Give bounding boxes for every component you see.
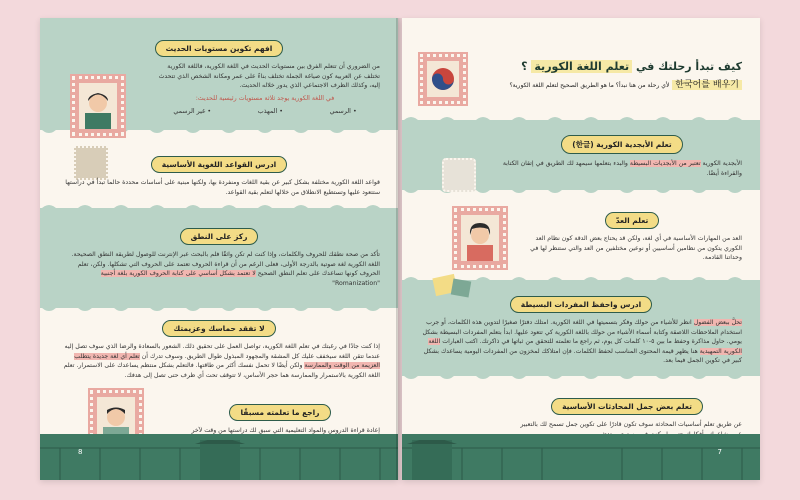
level-formal: • الرسمي: [330, 108, 357, 115]
section-text: عن طريق تعلم أساسيات المحادثة سوف تكون قادرًا على تكوين جمل تسمح لك بالتعبير: [520, 421, 742, 428]
text-part: إعادة قراءة الدروس والمواد التعليمية التي سبق لك دراستها من وقت لآخر: [191, 427, 380, 434]
section-title: ادرس القواعد اللغوية الأساسية: [151, 156, 288, 173]
page-number: 8: [78, 448, 83, 456]
wave-divider: [40, 200, 398, 210]
section-text: قواعد اللغة الكورية مختلفة بشكل كبير عن بقية اللغات ومنفردة بها، ولكنها مبنية على أساسات محددة حالما تبدأ في دراستها ستتعود عليها وتستطيع الانطلاق من خلالها لتعلم بقية القواعد.: [65, 179, 380, 196]
text-highlight: اللغة الكورية التمهيدية: [428, 338, 742, 355]
section-text: من الضروري أن تتعلم الفرق بين مستويات الحديث في اللغة الكورية، فاللغة الكورية تختلف عن العربية كون صياغة الجملة تختلف بناءً على عمر ومكانة الشخص الذي تتحدث إليه، وكذلك الظرف الاجتماعي الذي يدور خلاله الحديث.: [158, 63, 380, 89]
section-counting: [522, 208, 742, 263]
text-part: إذا كنت جادًا في رغبتك في تعلم اللغة الكورية، تواصل العمل على تحقيق ذلك. الشعور بالسعادة والرضا الذي سوف تصل إليه عندما تتقن اللغة سيخفف عليك كل المشقة والمجهود المبذول طوال الطريق. وسوف تدرك أن: [64, 343, 380, 360]
page-title: [472, 60, 742, 73]
text-part: والبدء بتعلمها سيمهد لك الطريق في إتقان الكتابة والقراءة أيضًا.: [502, 160, 742, 177]
wave-divider: [40, 306, 398, 316]
page-number: 7: [717, 448, 722, 456]
text-part: "Romanization": [332, 279, 380, 287]
section-title: تعلم بعض جمل المحادثات الأساسية: [551, 398, 703, 415]
wave-divider: [402, 374, 760, 384]
book-spread: [40, 18, 760, 488]
text-part: الأبجدية الكورية: [702, 160, 742, 167]
stamp-illustration: [420, 54, 466, 104]
text-highlight: تعتبر من الأبجديات البسيطة: [629, 160, 701, 167]
title-highlight: تعلم اللغة الكورية: [531, 60, 632, 73]
section-title: افهم تكوين مستويات الحديث: [155, 40, 284, 57]
title-part: ؟: [521, 60, 528, 73]
section-text: [502, 159, 742, 178]
stamp-illustration: [454, 208, 506, 268]
page-heading: [472, 60, 742, 90]
text-part: انظر للأشياء من حولك وفكر بتسميتها في اللغة الكورية. امتلك دفترًا صغيرًا لتدوين هذه الكلمات، أو جرب استخدام الملاحظات اللاصقة وكتابة أسماء الأشياء من حولك باللغة الكورية كي تتعود عليها. ابدأ بتعلم المفردات البسيطة بشكل يومي. حاول مذاكرة وحفظ ما بين ٥-١٠ كلمات كل يوم، ثم راجع ما تعلمته للتحقق من ثباتها في ذاكرتك. اكتب العبارات: [422, 319, 742, 345]
character-woman-icon: [79, 85, 117, 129]
levels-list: [150, 108, 380, 115]
level-informal: • غير الرسمي: [173, 108, 211, 115]
title-part: كيف تبدأ رحلتك في: [635, 60, 742, 73]
text-part: هنا يظهر قيمة المحتوى المناسب لحفظ الكلمات. فإن امتلاكك لمخزون من المفردات اليومية يساعدك بشكل كبير في تكوين الجمل فيما بعد.: [423, 347, 742, 364]
subtitle-arabic: لأي رحلة من هنا نبدأ؟ ما هو الطريق الصحيح لتعلم اللغة الكورية؟: [509, 82, 670, 89]
footer-fence-icon: [402, 440, 760, 480]
section-motivation: [58, 316, 380, 380]
level-polite: • المهذب: [258, 108, 283, 115]
section-grammar: [58, 152, 380, 197]
character-girl-icon: [461, 217, 499, 261]
text-highlight: لا تعتمد بشكل أساسي على كتابة الحروف الكورية بلغة أجنبية: [100, 270, 256, 277]
section-title: ادرس واحفظ المفردات البسيطة: [510, 296, 652, 313]
wave-divider: [402, 112, 760, 122]
stamp-illustration: [72, 76, 124, 136]
taegeuk-icon: [431, 67, 455, 91]
section-conversation: [512, 394, 742, 439]
section-vocabulary: [420, 292, 742, 366]
section-pronunciation: [58, 224, 380, 288]
text-highlight: تعلم أي لغة جديدة يتطلب العزيمة من الوقت والممارسة: [74, 352, 380, 369]
section-title: ركز على النطق: [180, 228, 259, 245]
text-highlight: تحلَّ ببعض الفضول: [693, 319, 742, 326]
text-part: ولكن أيضًا لا تحمل نفسك أكثر من طاقتها. فالتعلم بشكل منتظم يساعدك على الاستمرار. تعلم اللغة الكورية بالاستمرار والممارسة هما حجر الأساس، لا تتوقف تحت أي ظرف حتى تصل إلى هدفك.: [63, 362, 380, 379]
section-title: تعلم العدّ: [605, 212, 660, 229]
right-page: [402, 18, 760, 480]
section-title: راجع ما تعلمته مسبقًا: [229, 404, 330, 421]
section-title: تعلم الأبجدية الكورية (한글): [561, 135, 682, 154]
footer-fence-icon: [40, 440, 398, 480]
text-part: تأكد من صحة نطقك للحروف والكلمات، وإذا كنت لم تكن واثقًا فلم بالبحث عبر الإنترنت للوصول لطريقة النطق الصحيحة. اللغة الكورية لغة صوتية بالدرجة الأولى، فعلى الرغم من أن قراءة الحروف تعتمد على الحروف التي تشكلها. ولكن، تعلم الحروف كونها تساعدك على تعلم النطق الصحيح: [71, 251, 380, 277]
section-title: لا تفقد حماسك وعزيمتك: [162, 320, 275, 337]
subtitle-korean: 한국어를 배우기: [672, 80, 742, 90]
left-page: [40, 18, 398, 480]
round-stamp-icon: [442, 158, 476, 192]
section-text: [420, 318, 742, 366]
levels-note: في اللغة الكورية يوجد ثلاثة مستويات رئيسية للحديث:: [195, 94, 335, 102]
section-text: [58, 250, 380, 288]
section-alphabet: [502, 132, 742, 178]
section-text: [58, 342, 380, 380]
section-text: العد من المهارات الأساسية في أي لغة، ولكن قد يحتاج بعض الدقة كون نظام العد الكوري يتكون من نظامين أساسيين أو نوعين مختلفين من العد والتي ستنظر لها في وحداتنا القادمة.: [530, 235, 742, 261]
page-subtitle: [472, 77, 742, 90]
